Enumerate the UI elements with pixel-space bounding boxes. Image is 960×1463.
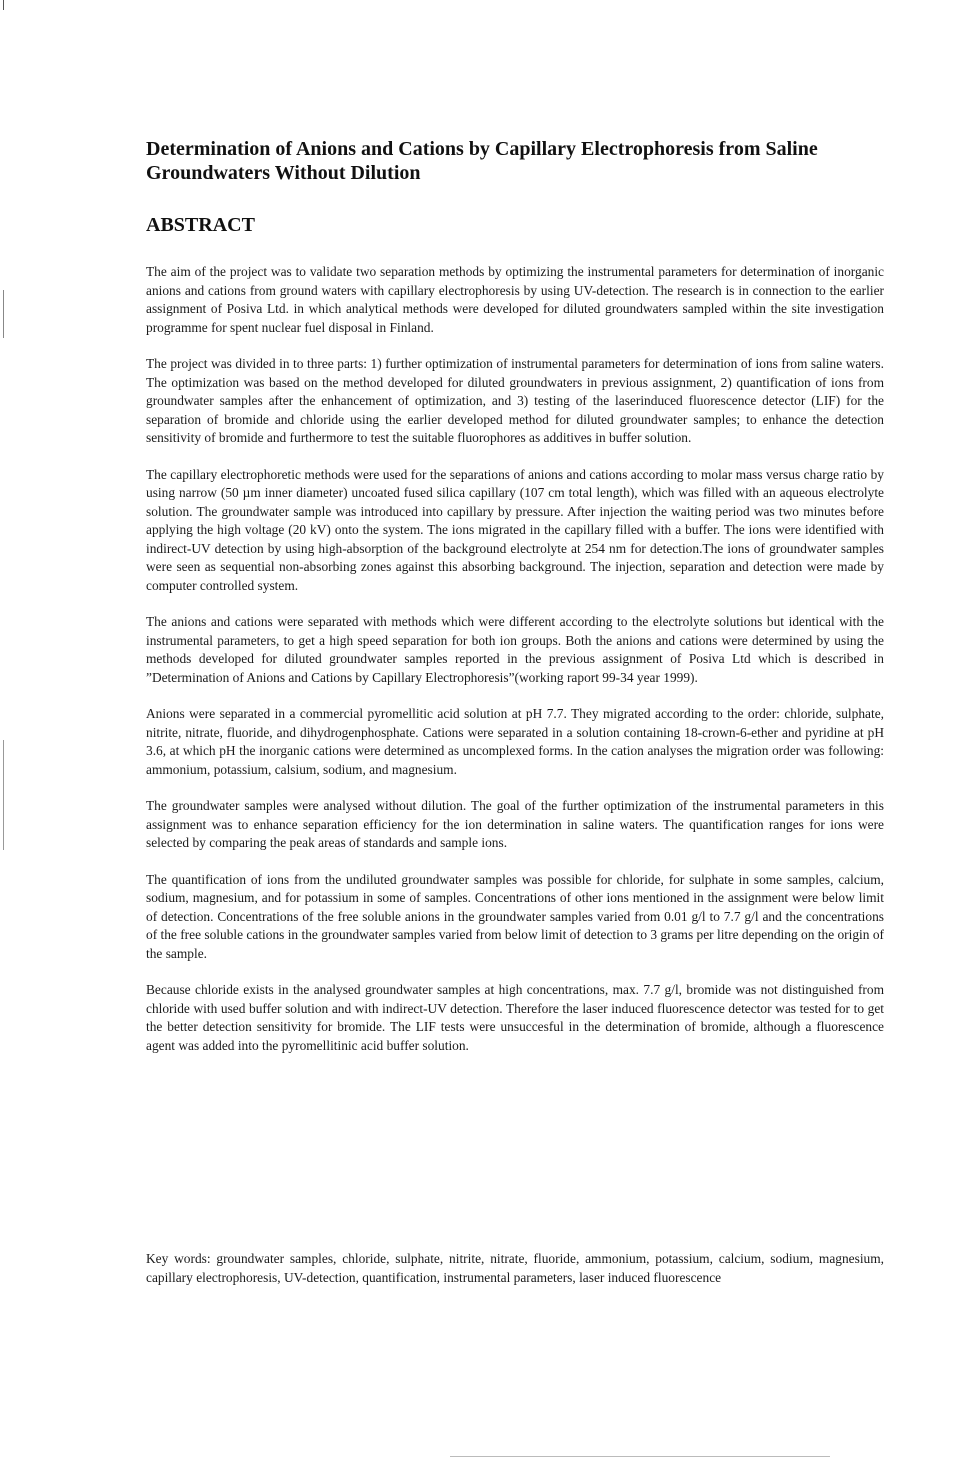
paragraph-samples: The groundwater samples were analysed without dilution. The goal of the further optimization of the instrumental parameters in this assignment was to enhance separation efficiency for the ion determination in saline waters. The quantification ranges for ions were selected by comparing the peak areas of standards and sample ions. (146, 798, 884, 850)
scan-bottom-line (450, 1456, 830, 1457)
abstract-heading: ABSTRACT (146, 214, 255, 236)
scan-edge-mark-low (3, 740, 4, 850)
paragraph-project-parts: The project was divided in to three parts: 1) further optimization of instrumental parameters for determination of ions from saline waters. The optimization was based on the method developed for diluted groundwaters in previous assignment, 2) quantification of ions from groundwater samples after the enhancement of optimization, and 3) testing of the laserinduced fluorescence detector (LIF) for the separation of bromide and chloride using the earlier developed method for diluted groundwater samples; to enhance the detection sensitivity of bromide and furthermore to test the suitable fluorophores as additives in buffer solution. (146, 356, 884, 445)
scan-edge-mark-mid (3, 290, 4, 338)
paragraph-quantification: The quantification of ions from the undiluted groundwater samples was possible for chloride, for sulphate in some samples, calcium, sodium, magnesium, and for potassium in some of samples. Concentrations of other ions mentioned in the assignment were below limit of detection. Concentrations of the free soluble anions in the groundwater samples varied from 0.01 g/l to 7.7 g/l and the concentrations of the free soluble cations in the groundwater samples varied from below limit of detection to 3 grams per litre depending on the origin of the sample. (146, 871, 884, 961)
paragraph-methods: The capillary electrophoretic methods were used for the separations of anions and cations according to molar mass versus charge ratio by using narrow (50 µm inner diameter) uncoated fused silica capillary (107 cm total length), which was filled with an aqueous electrolyte solution. The groundwater sample was introduced into capillary by pressure. After injection the waiting period was two minutes before applying the high voltage (20 kV) onto the system. The ions migrated in the capillary filled with a buffer. The ions were identified with indirect-UV detection by using high-absorption of the background electrolyte at 254 nm for detection.The ions of groundwater samples were seen as sequential non-absorbing zones against this absorbing background. The injection, separation and detection were made by computer controlled system. (146, 466, 884, 593)
paragraph-separation: The anions and cations were separated with methods which were different according to the electrolyte solutions but identical with the instrumental parameters, to get a high speed separation for both ion groups. Both the anions and cations were determined by using the methods developed for diluted groundwater samples reported in the previous assignment of Posiva Ltd which is described in ”Determination of Anions and Cations by Capillary Electrophoresis”(working raport 99-34 year 1999). (146, 614, 884, 685)
document-title: Determination of Anions and Cations by Capillary Electrophoresis from Saline Groundwaters Without Dilution (146, 138, 818, 184)
paragraph-anions-cations: Anions were separated in a commercial pyromellitic acid solution at pH 7.7. They migrated according to the order: chloride, sulphate, nitrite, nitrate, fluoride, and dihydrogenphosphate. Cations were separated in a solution containing 18-crown-6-ether and pyridine at pH 3.6, at which pH the inorganic cations were determined as uncomplexed forms. In the cation analyses the migration order was following: ammonium, potassium, calsium, sodium, and magnesium. (146, 706, 884, 777)
paragraph-bromide: Because chloride exists in the analysed groundwater samples at high concentrations, max. 7.7 g/l, bromide was not distinguished from chloride with used buffer solution and with indirect-UV detection. Therefore the laser induced fluorescence detector was tested for to get the better detection sensitivity for bromide. The LIF tests were unsuccesful in the determination of bromide, although a fluorescence agent was added into the pyromellitinic acid buffer solution. (146, 982, 884, 1053)
scan-edge-mark-top (3, 0, 4, 10)
paragraph-aim: The aim of the project was to validate two separation methods by optimizing the instrumental parameters for determination of inorganic anions and cations from ground waters with capillary electrophoresis by using UV-detection. The research is in connection to the earlier assignment of Posiva Ltd. in which analytical methods were developed for diluted groundwaters sampled within the site investigation programme for spent nuclear fuel disposal in Finland. (146, 264, 884, 335)
document-body (146, 137, 884, 1073)
keywords: Key words: groundwater samples, chloride, sulphate, nitrite, nitrate, fluoride, ammonium, potassium, calcium, sodium, magnesium, capillary electrophoresis, UV-detection, quantification, instrumental parameters, laser induced fluorescence (146, 1251, 884, 1285)
